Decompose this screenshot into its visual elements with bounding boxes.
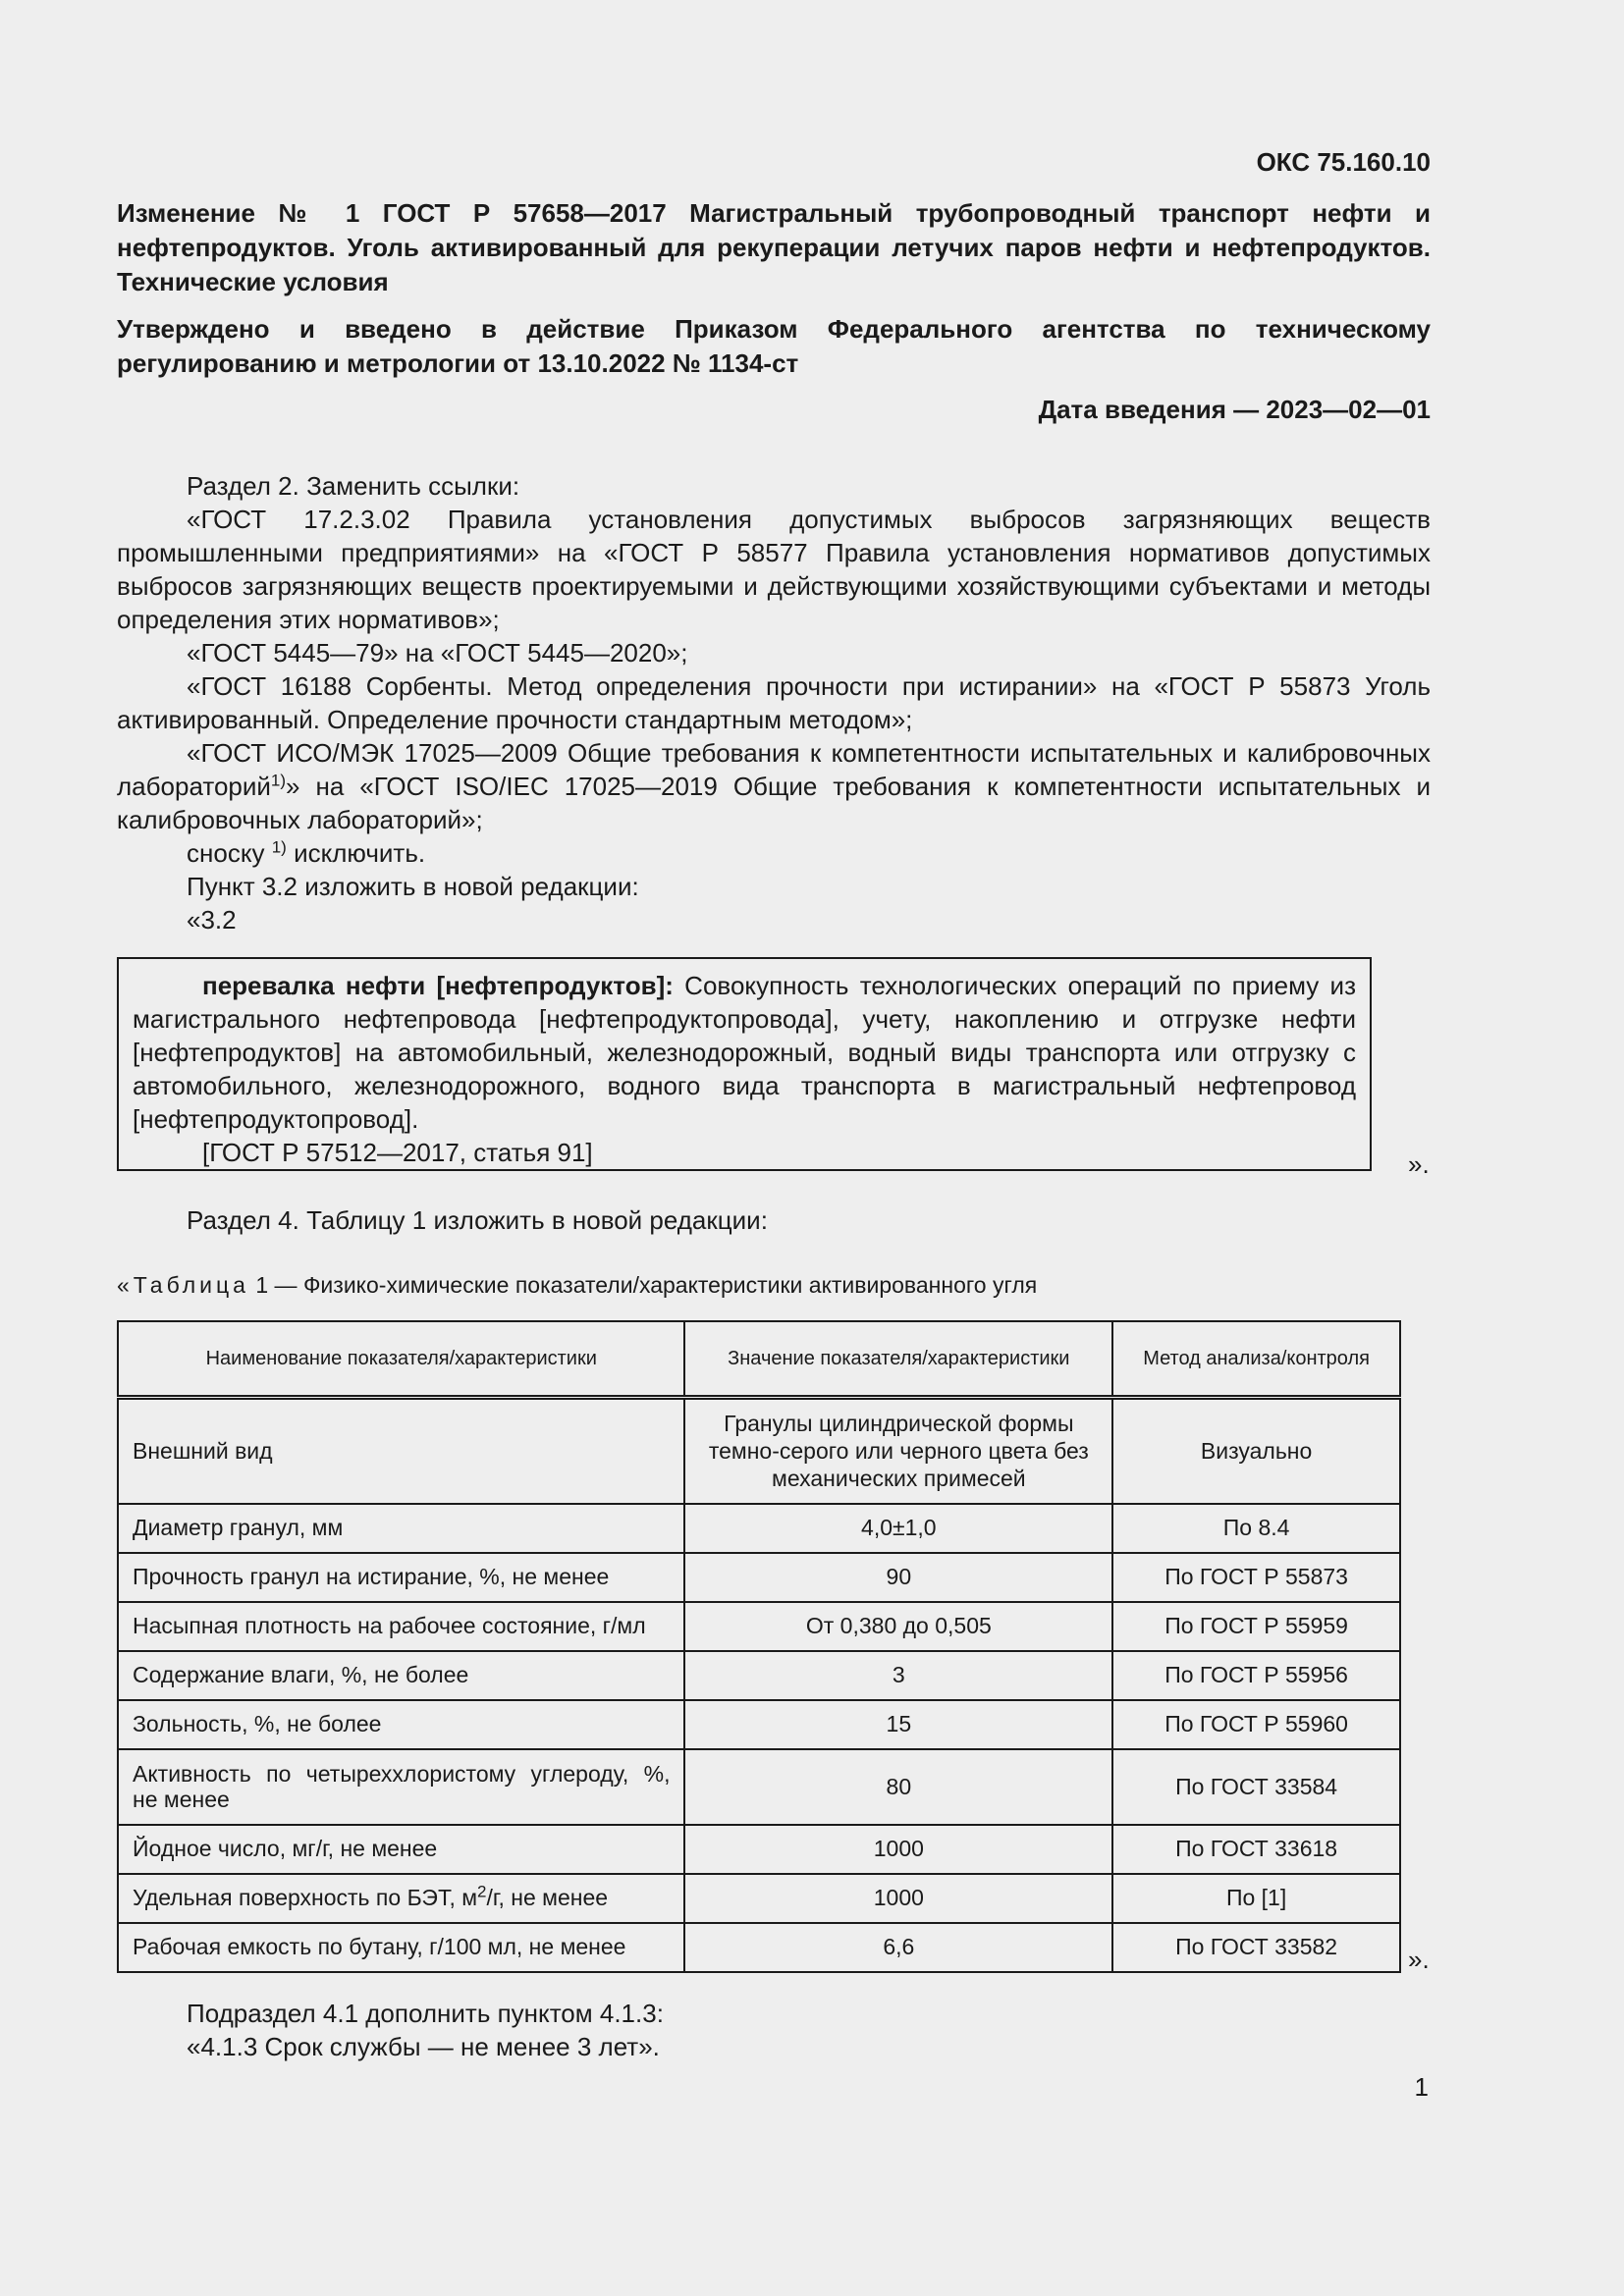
footnote-removal [117,836,1431,870]
table-header-method: Метод анализа/контроля [1112,1321,1400,1398]
cell-name [118,1874,684,1923]
cell-method: По ГОСТ Р 55956 [1112,1651,1400,1700]
cell-name: Насыпная плотность на рабочее состояние, г/мл [118,1602,684,1651]
table-row [118,1825,1400,1874]
table-row [118,1749,1400,1825]
cell-name-text-b: /г, не менее [486,1885,609,1910]
cell-value: От 0,380 до 0,505 [684,1602,1112,1651]
table-row [118,1504,1400,1553]
table-caption-text: 1 — Физико-химические показатели/характеристики активированного угля [248,1272,1038,1298]
section-2-heading: Раздел 2. Заменить ссылки: [187,471,520,501]
cell-value: 4,0±1,0 [684,1504,1112,1553]
reference-change-3: «ГОСТ 16188 Сорбенты. Метод определения прочности при истирании» на «ГОСТ Р 55873 Уголь активированный. Определение прочности стандартным методом»; [117,671,1431,734]
cell-value: 3 [684,1651,1112,1700]
reference-change-4 [117,736,1431,836]
cell-method: По ГОСТ 33582 [1112,1923,1400,1972]
table-row [118,1602,1400,1651]
superscript-2: 2 [477,1882,487,1901]
table-header-row [118,1321,1400,1398]
cell-name: Зольность, %, не более [118,1700,684,1749]
cell-method: По [1] [1112,1874,1400,1923]
table-header-value: Значение показателя/характеристики [684,1321,1112,1398]
cell-name: Внешний вид [118,1398,684,1504]
oks-code: ОКС 75.160.10 [1256,147,1431,177]
cell-value: 1000 [684,1825,1112,1874]
table-row [118,1398,1400,1504]
reference-change-4-text-b: » на «ГОСТ ISO/IEC 17025—2019 Общие требования к компетентности испытательных и калибровочных лабораторий»; [117,772,1431,834]
cell-value: Гранулы цилиндрической формы темно-серого или черного цвета без механических примесей [684,1398,1112,1504]
table-row [118,1874,1400,1923]
cell-method: По ГОСТ 33584 [1112,1749,1400,1825]
properties-table [117,1320,1401,1973]
item-3-2-instruction: Пункт 3.2 изложить в новой редакции: [187,872,639,901]
introduction-date: Дата введения — 2023—02—01 [1038,395,1431,424]
cell-name: Содержание влаги, %, не более [118,1651,684,1700]
cell-value: 1000 [684,1874,1112,1923]
definition-text [133,969,1356,1136]
item-4-1-3: «4.1.3 Срок службы — не менее 3 лет». [187,2032,660,2061]
table-caption [117,1272,1037,1299]
table-row [118,1651,1400,1700]
table-row [118,1553,1400,1602]
footnote-marker: 1) [271,837,287,857]
footnote-marker: 1) [270,771,287,790]
section-4-heading: Раздел 4. Таблицу 1 изложить в новой редакции: [187,1205,768,1235]
table-row [118,1923,1400,1972]
cell-value: 15 [684,1700,1112,1749]
approval-statement: Утверждено и введено в действие Приказом Федерального агентства по техническому регулированию и метрологии от 13.10.2022 № 1134-ст [117,314,1431,378]
cell-name-line-2: не менее [133,1787,230,1812]
cell-name: Рабочая емкость по бутану, г/100 мл, не менее [118,1923,684,1972]
section-2-body [117,469,1431,936]
table-caption-prefix: «Таблица [117,1272,249,1298]
definition-body: Совокупность технологических операций по приему из магистрального нефтепровода [нефтепродуктопровода], учету, накоплению и отгрузке нефти [нефтепродуктов] на автомобильный, железнодорожный, водный виды транспорта или отгрузку с автомобильного, железнодорожного, водного вида транспорта в магистральный нефтепровод [нефтепродуктопровод]. [133,971,1356,1134]
table-row [118,1700,1400,1749]
cell-name [118,1749,684,1825]
cell-name: Йодное число, мг/г, не менее [118,1825,684,1874]
cell-name-line-1: Активность по четыреххлористому углероду, %, [133,1761,671,1787]
cell-method: По ГОСТ Р 55873 [1112,1553,1400,1602]
cell-method: По 8.4 [1112,1504,1400,1553]
subsection-4-1 [187,1997,664,2063]
footnote-removal-text-a: сноску [187,838,272,868]
page-number: 1 [1414,2072,1429,2102]
item-3-2-number: «3.2 [187,905,237,934]
definition-term: перевалка нефти [нефтепродуктов]: [202,971,674,1000]
subsection-4-1-instruction: Подраздел 4.1 дополнить пунктом 4.1.3: [187,1999,664,2028]
cell-name: Диаметр гранул, мм [118,1504,684,1553]
definition-source: [ГОСТ Р 57512—2017, статья 91] [202,1138,593,1167]
document-title: Изменение № 1 ГОСТ Р 57658—2017 Магистральный трубопроводный транспорт нефти и нефтепродуктов. Уголь активированный для рекуперации летучих паров нефти и нефтепродуктов. Технические условия [117,198,1431,296]
reference-change-1: «ГОСТ 17.2.3.02 Правила установления допустимых выбросов загрязняющих веществ промышленными предприятиями» на «ГОСТ Р 58577 Правила установления нормативов допустимых выбросов загрязняющих веществ проектируемыми и действующими хозяйствующими субъектами и методы определения этих нормативов»; [117,505,1431,634]
cell-name-text-a: Удельная поверхность по БЭТ, м [133,1885,478,1910]
footnote-removal-text-b: исключить. [286,838,426,868]
cell-value: 90 [684,1553,1112,1602]
definition-close-quote: ». [1408,1149,1430,1179]
cell-method: По ГОСТ 33618 [1112,1825,1400,1874]
cell-value: 80 [684,1749,1112,1825]
cell-method: По ГОСТ Р 55960 [1112,1700,1400,1749]
cell-name: Прочность гранул на истирание, %, не менее [118,1553,684,1602]
reference-change-4-text-a: «ГОСТ ИСО/МЭК 17025—2009 Общие требования к компетентности испытательных и калибровочных лабораторий [117,738,1431,801]
table-header-name: Наименование показателя/характеристики [118,1321,684,1398]
table-close-quote: ». [1408,1945,1430,1974]
cell-method: Визуально [1112,1398,1400,1504]
definition-box [117,957,1372,1171]
cell-value: 6,6 [684,1923,1112,1972]
cell-method: По ГОСТ Р 55959 [1112,1602,1400,1651]
reference-change-2: «ГОСТ 5445—79» на «ГОСТ 5445—2020»; [187,638,688,667]
